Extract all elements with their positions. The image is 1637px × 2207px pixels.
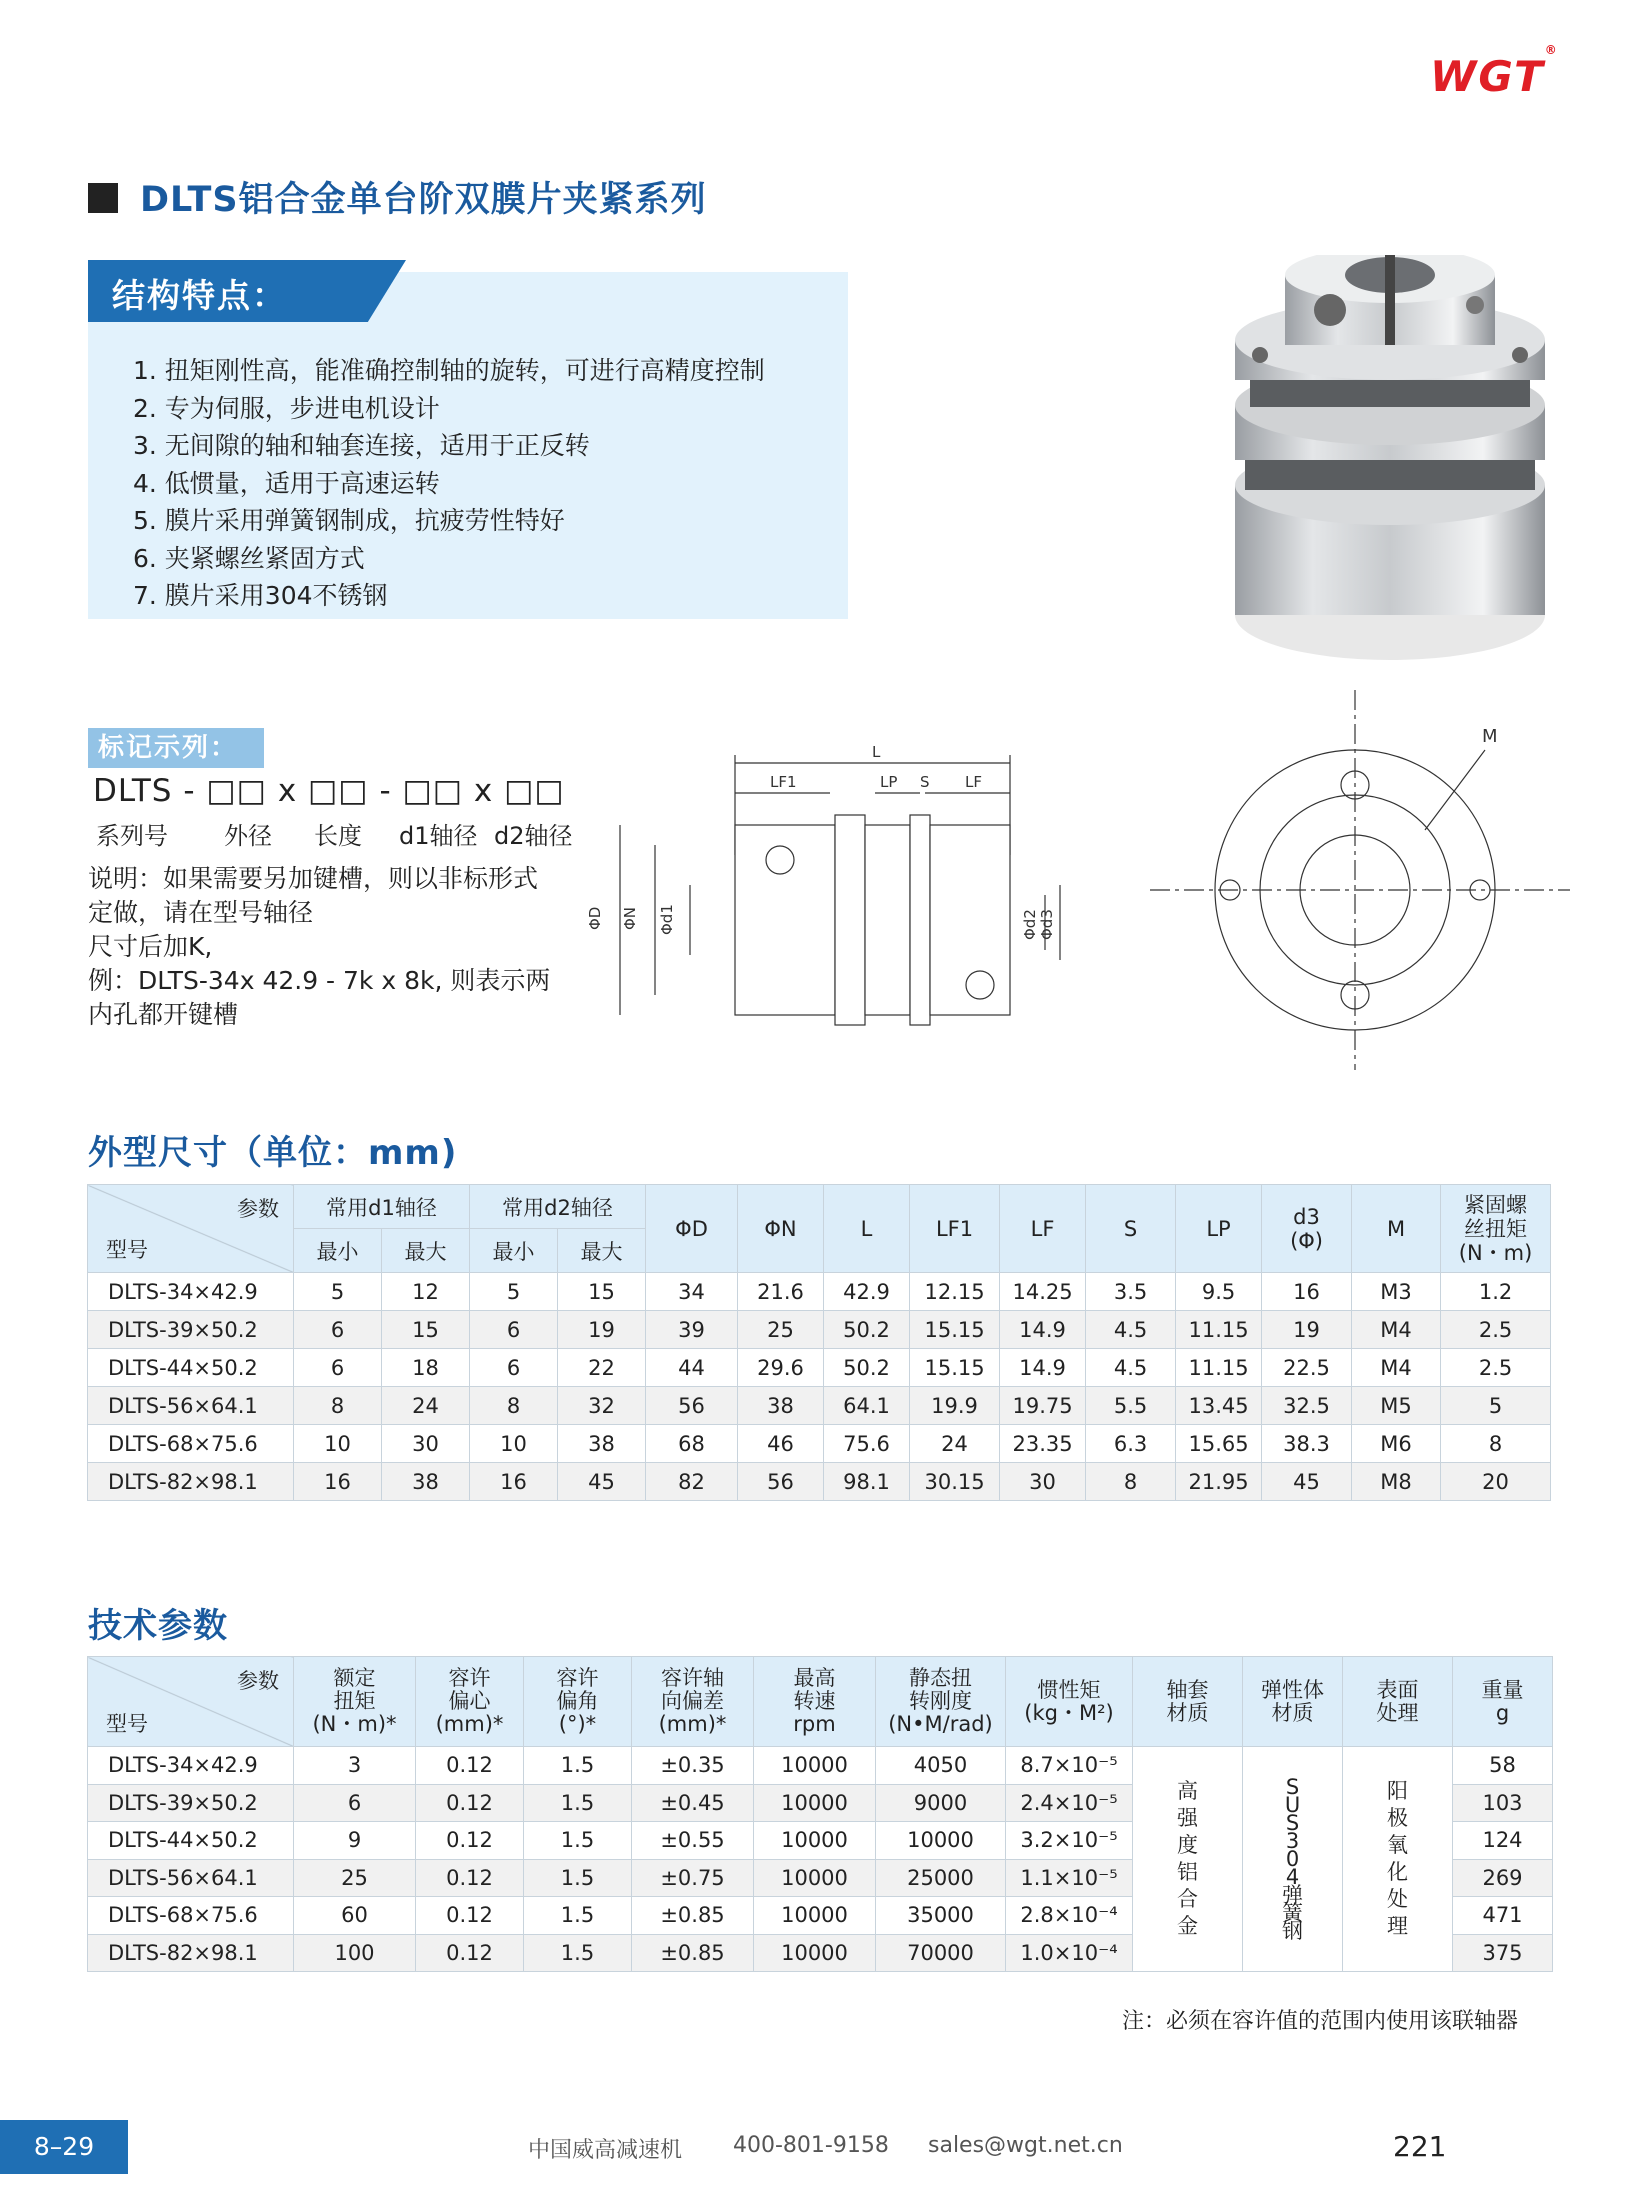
- value-cell: 1.5: [524, 1897, 632, 1935]
- col-LF1: LF1: [910, 1185, 1000, 1273]
- footer-phone: 400-801-9158: [733, 2133, 889, 2158]
- value-cell: 9.5: [1176, 1273, 1262, 1311]
- value-cell: 21.6: [738, 1273, 824, 1311]
- value-cell: 25: [738, 1311, 824, 1349]
- side-view-drawing: [580, 735, 1080, 1035]
- model-cell: DLTS-68×75.6: [88, 1897, 294, 1935]
- value-cell: ±0.55: [632, 1822, 754, 1860]
- tech-col-header: 轴套 材质: [1133, 1657, 1243, 1747]
- value-cell: 100: [294, 1934, 416, 1972]
- value-cell: M6: [1352, 1425, 1441, 1463]
- value-cell: 2.5: [1441, 1349, 1551, 1387]
- value-cell: 45: [1262, 1463, 1352, 1501]
- value-cell: M4: [1352, 1349, 1441, 1387]
- value-cell: 6.3: [1086, 1425, 1176, 1463]
- value-cell: 10000: [754, 1784, 876, 1822]
- weight-cell: 471: [1453, 1897, 1553, 1935]
- note-line: 例：DLTS-34x 42.9 - 7k x 8k, 则表示两: [88, 966, 551, 995]
- value-cell: M5: [1352, 1387, 1441, 1425]
- tech-col-header: 容许 偏心 (mm)*: [416, 1657, 524, 1747]
- front-view-drawing: [1150, 690, 1570, 1070]
- dim-S: S: [920, 773, 930, 791]
- tech-corner-top: 参数: [237, 1669, 279, 1693]
- value-cell: 32.5: [1262, 1387, 1352, 1425]
- table-row: [88, 1747, 1553, 1785]
- technical-heading: 技术参数: [88, 1606, 228, 1646]
- label-outer-dia: 外径: [224, 822, 272, 850]
- col-d1-min: 最小: [294, 1229, 382, 1273]
- col-LF: LF: [1000, 1185, 1086, 1273]
- value-cell: ±0.75: [632, 1859, 754, 1897]
- value-cell: 24: [910, 1425, 1000, 1463]
- feature-item: 1. 扭矩刚性高，能准确控制轴的旋转，可进行高精度控制: [133, 356, 765, 385]
- value-cell: 5: [294, 1273, 382, 1311]
- value-cell: 10: [294, 1425, 382, 1463]
- value-cell: ±0.85: [632, 1934, 754, 1972]
- value-cell: 10000: [754, 1747, 876, 1785]
- value-cell: 64.1: [824, 1387, 910, 1425]
- model-cell: DLTS-68×75.6: [88, 1425, 294, 1463]
- value-cell: 23.35: [1000, 1425, 1086, 1463]
- weight-cell: 124: [1453, 1822, 1553, 1860]
- value-cell: 70000: [876, 1934, 1006, 1972]
- value-cell: 44: [646, 1349, 738, 1387]
- col-d2-max: 最大: [558, 1229, 646, 1273]
- tech-col-header: 最高 转速 rpm: [754, 1657, 876, 1747]
- value-cell: 15: [382, 1311, 470, 1349]
- feature-item: 2. 专为伺服，步进电机设计: [133, 393, 440, 423]
- value-cell: 3.2×10⁻⁵: [1006, 1822, 1133, 1860]
- value-cell: ±0.35: [632, 1747, 754, 1785]
- weight-cell: 103: [1453, 1784, 1553, 1822]
- value-cell: 39: [646, 1311, 738, 1349]
- value-cell: 16: [470, 1463, 558, 1501]
- feature-item: 7. 膜片采用304不锈钢: [133, 581, 388, 610]
- dim-LF1: LF1: [770, 773, 797, 791]
- value-cell: 42.9: [824, 1273, 910, 1311]
- marking-code: DLTS - □□ x □□ - □□ x □□: [93, 773, 565, 809]
- value-cell: 19: [558, 1311, 646, 1349]
- value-cell: 6: [470, 1311, 558, 1349]
- table-row: [88, 1463, 1551, 1501]
- value-cell: 15.15: [910, 1349, 1000, 1387]
- value-cell: 22.5: [1262, 1349, 1352, 1387]
- value-cell: M3: [1352, 1273, 1441, 1311]
- value-cell: 0.12: [416, 1859, 524, 1897]
- value-cell: 75.6: [824, 1425, 910, 1463]
- corner-top: 参数: [237, 1197, 279, 1221]
- col-S: S: [1086, 1185, 1176, 1273]
- value-cell: 1.5: [524, 1784, 632, 1822]
- value-cell: 14.9: [1000, 1311, 1086, 1349]
- value-cell: 56: [646, 1387, 738, 1425]
- value-cell: 14.9: [1000, 1349, 1086, 1387]
- value-cell: 12.15: [910, 1273, 1000, 1311]
- technical-table: [87, 1656, 1553, 1972]
- dim-d3: Φd3: [1038, 909, 1056, 940]
- value-cell: 18: [382, 1349, 470, 1387]
- marking-heading: 标记示列：: [88, 728, 264, 768]
- value-cell: 0.12: [416, 1934, 524, 1972]
- hub-material-cell: 高 强 度 铝 合 金: [1133, 1747, 1243, 1972]
- model-cell: DLTS-34×42.9: [88, 1747, 294, 1785]
- value-cell: 46: [738, 1425, 824, 1463]
- model-cell: DLTS-39×50.2: [88, 1784, 294, 1822]
- value-cell: 8: [1441, 1425, 1551, 1463]
- tech-col-header: 静态扭 转刚度 (N•M/rad): [876, 1657, 1006, 1747]
- value-cell: 10: [470, 1425, 558, 1463]
- table-row: [88, 1387, 1551, 1425]
- value-cell: 38: [558, 1425, 646, 1463]
- model-cell: DLTS-44×50.2: [88, 1822, 294, 1860]
- value-cell: M4: [1352, 1311, 1441, 1349]
- value-cell: 2.8×10⁻⁴: [1006, 1897, 1133, 1935]
- elastic-material-cell: S U S 3 0 4 弹 簧 钢: [1243, 1747, 1343, 1972]
- value-cell: 3: [294, 1747, 416, 1785]
- col-D: ΦD: [646, 1185, 738, 1273]
- tech-col-header: 惯性矩 (kg・M²): [1006, 1657, 1133, 1747]
- value-cell: 1.5: [524, 1822, 632, 1860]
- value-cell: ±0.85: [632, 1897, 754, 1935]
- footer-company: 中国威高减速机: [528, 2138, 683, 2163]
- group-d2: 常用d2轴径: [470, 1185, 646, 1229]
- value-cell: 1.2: [1441, 1273, 1551, 1311]
- model-cell: DLTS-82×98.1: [88, 1934, 294, 1972]
- value-cell: 3.5: [1086, 1273, 1176, 1311]
- value-cell: 8: [294, 1387, 382, 1425]
- value-cell: 13.45: [1176, 1387, 1262, 1425]
- value-cell: 82: [646, 1463, 738, 1501]
- value-cell: 30.15: [910, 1463, 1000, 1501]
- value-cell: 1.0×10⁻⁴: [1006, 1934, 1133, 1972]
- value-cell: 10000: [754, 1822, 876, 1860]
- value-cell: 8.7×10⁻⁵: [1006, 1747, 1133, 1785]
- value-cell: 2.4×10⁻⁵: [1006, 1784, 1133, 1822]
- label-d1: d1轴径: [399, 822, 478, 850]
- value-cell: 1.5: [524, 1859, 632, 1897]
- col-d2-min: 最小: [470, 1229, 558, 1273]
- page-number: 221: [1393, 2130, 1447, 2163]
- value-cell: 38: [382, 1463, 470, 1501]
- value-cell: 19.75: [1000, 1387, 1086, 1425]
- table-row: [88, 1311, 1551, 1349]
- title-marker: [88, 183, 118, 213]
- col-d1-max: 最大: [382, 1229, 470, 1273]
- col-LP: LP: [1176, 1185, 1262, 1273]
- product-photo: [1220, 255, 1560, 675]
- marking-note: [88, 862, 588, 1032]
- value-cell: 1.1×10⁻⁵: [1006, 1859, 1133, 1897]
- model-cell: DLTS-56×64.1: [88, 1859, 294, 1897]
- value-cell: 45: [558, 1463, 646, 1501]
- value-cell: 29.6: [738, 1349, 824, 1387]
- col-torque: 紧固螺 丝扭矩 (N・m): [1441, 1185, 1551, 1273]
- value-cell: 5: [1441, 1387, 1551, 1425]
- value-cell: 34: [646, 1273, 738, 1311]
- dim-LF: LF: [965, 773, 982, 791]
- value-cell: 30: [382, 1425, 470, 1463]
- tech-col-header: 弹性体 材质: [1243, 1657, 1343, 1747]
- tech-col-header: 容许 偏角 (°)*: [524, 1657, 632, 1747]
- col-d3: d3 (Φ): [1262, 1185, 1352, 1273]
- features-heading: 结构特点：: [112, 276, 287, 315]
- value-cell: 1.5: [524, 1934, 632, 1972]
- value-cell: 32: [558, 1387, 646, 1425]
- value-cell: 11.15: [1176, 1311, 1262, 1349]
- feature-item: 3. 无间隙的轴和轴套连接，适用于正反转: [133, 431, 590, 460]
- value-cell: 35000: [876, 1897, 1006, 1935]
- value-cell: 1.5: [524, 1747, 632, 1785]
- value-cell: 6: [294, 1349, 382, 1387]
- dim-N: ΦN: [621, 906, 639, 930]
- value-cell: 25: [294, 1859, 416, 1897]
- value-cell: 6: [294, 1311, 382, 1349]
- value-cell: 9000: [876, 1784, 1006, 1822]
- model-cell: DLTS-56×64.1: [88, 1387, 294, 1425]
- dimensions-heading: 外型尺寸（单位：mm): [88, 1133, 458, 1173]
- value-cell: 8: [1086, 1463, 1176, 1501]
- value-cell: 5: [470, 1273, 558, 1311]
- value-cell: 20: [1441, 1463, 1551, 1501]
- value-cell: 12: [382, 1273, 470, 1311]
- feature-item: 4. 低惯量，适用于高速运转: [133, 468, 440, 498]
- surface-cell: 阳 极 氧 化 处 理: [1343, 1747, 1453, 1972]
- value-cell: 0.12: [416, 1784, 524, 1822]
- value-cell: 11.15: [1176, 1349, 1262, 1387]
- group-d1: 常用d1轴径: [294, 1185, 470, 1229]
- note-line: 定做，请在型号轴径: [88, 898, 314, 927]
- table-row: [88, 1273, 1551, 1311]
- model-cell: DLTS-44×50.2: [88, 1349, 294, 1387]
- brand-logo: WGT®: [1430, 43, 1559, 101]
- table-row: [88, 1349, 1551, 1387]
- page-title: DLTS铝合金单台阶双膜片夹紧系列: [140, 180, 707, 220]
- features-list: [133, 352, 765, 615]
- value-cell: 15.65: [1176, 1425, 1262, 1463]
- value-cell: 56: [738, 1463, 824, 1501]
- col-L: L: [824, 1185, 910, 1273]
- value-cell: 2.5: [1441, 1311, 1551, 1349]
- corner-header: [88, 1185, 294, 1273]
- value-cell: 21.95: [1176, 1463, 1262, 1501]
- tech-col-header: 重量 g: [1453, 1657, 1553, 1747]
- usage-note: 注：必须在容许值的范围内使用该联轴器: [1122, 2009, 1519, 2034]
- value-cell: 14.25: [1000, 1273, 1086, 1311]
- tech-col-header: 额定 扭矩 (N・m)*: [294, 1657, 416, 1747]
- value-cell: 4050: [876, 1747, 1006, 1785]
- dim-LP: LP: [880, 773, 898, 791]
- note-line: 内孔都开键槽: [88, 1000, 239, 1029]
- value-cell: 50.2: [824, 1349, 910, 1387]
- tech-col-header: 表面 处理: [1343, 1657, 1453, 1747]
- col-M: M: [1352, 1185, 1441, 1273]
- value-cell: 19: [1262, 1311, 1352, 1349]
- value-cell: 10000: [754, 1897, 876, 1935]
- value-cell: 9: [294, 1822, 416, 1860]
- value-cell: M8: [1352, 1463, 1441, 1501]
- model-cell: DLTS-39×50.2: [88, 1311, 294, 1349]
- value-cell: 16: [294, 1463, 382, 1501]
- weight-cell: 269: [1453, 1859, 1553, 1897]
- value-cell: 60: [294, 1897, 416, 1935]
- model-cell: DLTS-82×98.1: [88, 1463, 294, 1501]
- corner-bottom: 型号: [106, 1238, 148, 1262]
- value-cell: 30: [1000, 1463, 1086, 1501]
- tech-corner-header: [88, 1657, 294, 1747]
- value-cell: 15.15: [910, 1311, 1000, 1349]
- value-cell: 24: [382, 1387, 470, 1425]
- value-cell: 10000: [754, 1859, 876, 1897]
- value-cell: 19.9: [910, 1387, 1000, 1425]
- feature-item: 5. 膜片采用弹簧钢制成，抗疲劳性特好: [133, 506, 565, 535]
- value-cell: 15: [558, 1273, 646, 1311]
- value-cell: 8: [470, 1387, 558, 1425]
- value-cell: 6: [470, 1349, 558, 1387]
- weight-cell: 375: [1453, 1934, 1553, 1972]
- note-line: 尺寸后加K,: [88, 932, 213, 961]
- dim-d1: Φd1: [658, 904, 676, 935]
- col-N: ΦN: [738, 1185, 824, 1273]
- note-line: 说明：如果需要另加键槽，则以非标形式: [88, 864, 539, 893]
- tech-corner-bottom: 型号: [106, 1712, 148, 1736]
- value-cell: 38.3: [1262, 1425, 1352, 1463]
- value-cell: 6: [294, 1784, 416, 1822]
- value-cell: 0.12: [416, 1897, 524, 1935]
- value-cell: 68: [646, 1425, 738, 1463]
- value-cell: 4.5: [1086, 1349, 1176, 1387]
- dim-D: ΦD: [586, 906, 604, 930]
- weight-cell: 58: [1453, 1747, 1553, 1785]
- value-cell: 22: [558, 1349, 646, 1387]
- value-cell: 0.12: [416, 1822, 524, 1860]
- dim-M: M: [1482, 726, 1498, 747]
- footer-email: sales@wgt.net.cn: [928, 2133, 1123, 2158]
- label-length: 长度: [314, 822, 362, 850]
- dimensions-table: [87, 1184, 1551, 1501]
- value-cell: 25000: [876, 1859, 1006, 1897]
- label-d2: d2轴径: [494, 822, 573, 850]
- value-cell: 10000: [754, 1934, 876, 1972]
- label-series: 系列号: [96, 822, 168, 850]
- value-cell: 5.5: [1086, 1387, 1176, 1425]
- feature-item: 6. 夹紧螺丝紧固方式: [133, 543, 365, 573]
- dim-L: L: [872, 743, 881, 761]
- value-cell: 50.2: [824, 1311, 910, 1349]
- dim-d2: Φd2: [1021, 909, 1039, 940]
- value-cell: 0.12: [416, 1747, 524, 1785]
- value-cell: 10000: [876, 1822, 1006, 1860]
- value-cell: ±0.45: [632, 1784, 754, 1822]
- value-cell: 38: [738, 1387, 824, 1425]
- value-cell: 4.5: [1086, 1311, 1176, 1349]
- value-cell: 98.1: [824, 1463, 910, 1501]
- model-cell: DLTS-34×42.9: [88, 1273, 294, 1311]
- tech-col-header: 容许轴 向偏差 (mm)*: [632, 1657, 754, 1747]
- section-page-badge: 8–29: [0, 2120, 128, 2174]
- table-row: [88, 1425, 1551, 1463]
- value-cell: 16: [1262, 1273, 1352, 1311]
